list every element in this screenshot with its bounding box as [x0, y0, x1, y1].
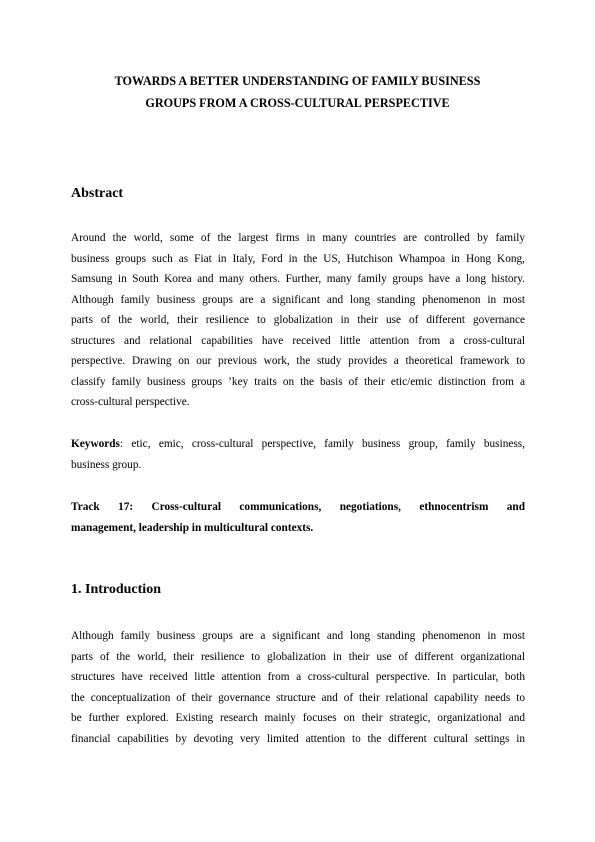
introduction-line: structures have received little attention from a cross-cultural perspective. In particular, both [71, 671, 525, 683]
abstract-line: Around the world, some of the largest firms in many countries are controlled by family [71, 232, 525, 244]
paper-title [60, 70, 535, 114]
abstract-line: perspective. Drawing on our previous work, the study provides a theoretical framework to [71, 355, 525, 367]
abstract-line: cross-cultural perspective. [71, 396, 190, 408]
abstract-line: business groups such as Fiat in Italy, Ford in the US, Hutchison Whampoa in Hong Kong, [71, 252, 525, 265]
keywords-text: : etic, emic, cross-cultural perspective, family business group, family business, [119, 438, 525, 450]
abstract-line: structures and relational capabilities have received little attention from a cross-cultural [71, 334, 525, 347]
abstract-line: Samsung in South Korea and many others. Further, many family groups have a long history. [71, 273, 525, 285]
keywords-line [71, 434, 525, 455]
introduction-line: parts of the world, their resilience to globalization in their use of different organizational [71, 650, 525, 663]
abstract-heading: Abstract [71, 186, 124, 201]
title-line: TOWARDS A BETTER UNDERSTANDING OF FAMILY BUSINESS [114, 74, 481, 88]
title-line: GROUPS FROM A CROSS-CULTURAL PERSPECTIVE [145, 96, 450, 110]
introduction-line: Although family business groups are a significant and long standing phenomenon in most [71, 630, 525, 642]
track-line: management, leadership in multicultural contexts. [71, 521, 314, 534]
introduction-paragraph [71, 626, 525, 749]
abstract-line: Although family business groups are a significant and long standing phenomenon in most [71, 293, 525, 306]
introduction-line: financial capabilities by devoting very limited attention to the different cultural settings in [71, 732, 525, 745]
track-line: Track 17: Cross-cultural communications, negotiations, ethnocentrism and [71, 501, 525, 513]
introduction-heading: 1. Introduction [71, 582, 161, 597]
abstract-line: classify family business groups ’key traits on the basis of their etic/emic distinction from a [71, 375, 525, 388]
introduction-line: be further explored. Existing research mainly focuses on their strategic, organizational and [71, 712, 525, 724]
abstract-line: parts of the world, their resilience to globalization in their use of different governance [71, 314, 525, 326]
keywords-paragraph [71, 434, 525, 475]
track-paragraph [71, 497, 525, 538]
abstract-paragraph [71, 228, 525, 413]
keywords-label: Keywords [71, 438, 120, 450]
introduction-line: the conceptualization of their governance structure and of their relational capability needs to [71, 691, 525, 704]
keywords-line: business group. [71, 458, 142, 471]
